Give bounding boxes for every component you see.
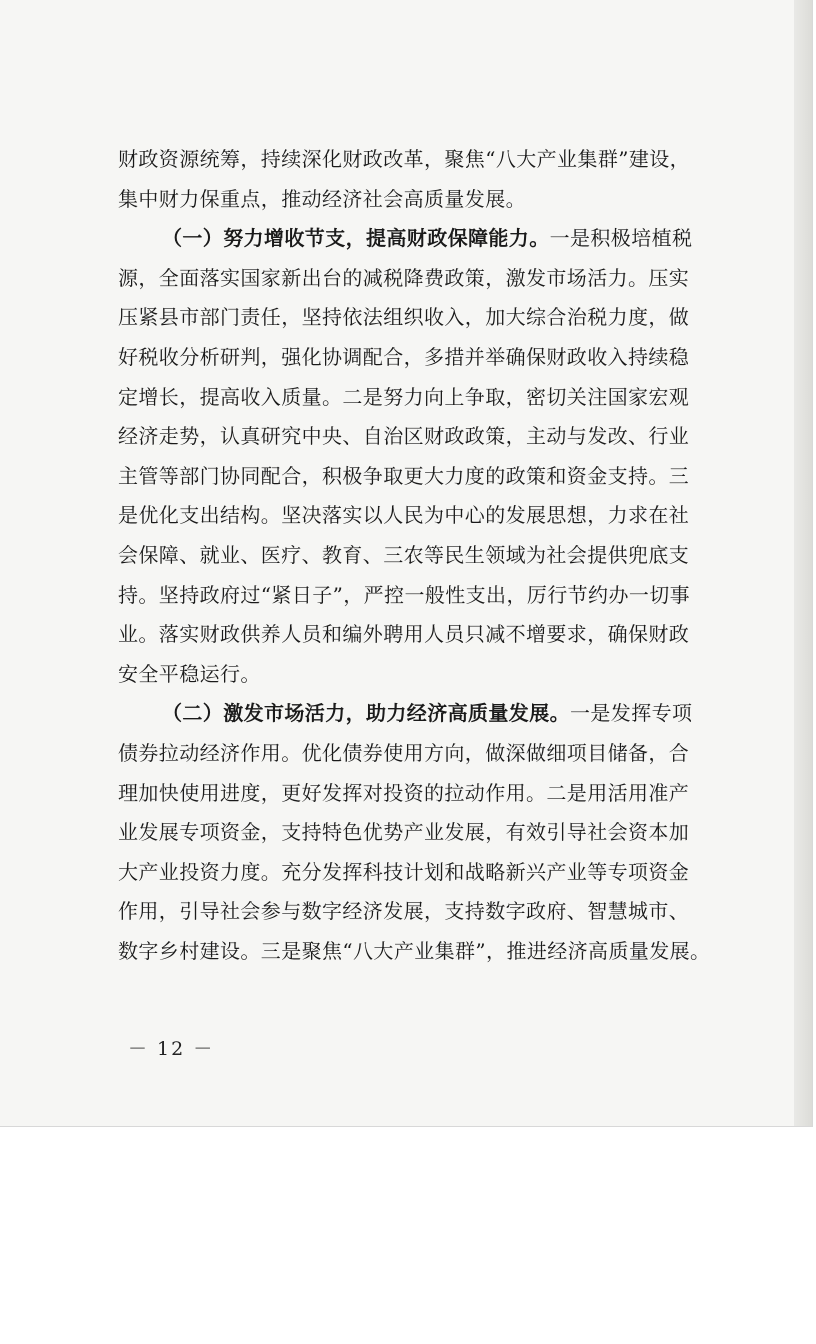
body-text: [118, 140, 711, 971]
section-one-heading: （一）努力增收节支，提高财政保障能力。: [162, 226, 550, 251]
text-line: 一是积极培植税: [549, 226, 693, 251]
text-line: 源，全面落实国家新出台的减税降费政策，激发市场活力。压实: [118, 265, 690, 290]
text-line: 理加快使用进度，更好发挥对投资的拉动作用。二是用活用准产: [118, 780, 690, 805]
text-line: 主管等部门协同配合，积极争取更大力度的政策和资金支持。三: [118, 463, 690, 488]
text-line: 安全平稳运行。: [118, 661, 261, 686]
page-edge-shadow: [794, 0, 812, 1126]
text-line: 压紧县市部门责任，坚持依法组织收入，加大综合治税力度，做: [118, 305, 690, 330]
text-line: 数字乡村建设。三是聚焦“八大产业集群”，推进经济高质量发展。: [118, 938, 711, 963]
text-line: 会保障、就业、医疗、教育、三农等民生领域为社会提供兜底支: [118, 542, 690, 567]
text-line: 大产业投资力度。充分发挥科技计划和战略新兴产业等专项资金: [118, 859, 690, 884]
text-line: 定增长，提高收入质量。二是努力向上争取，密切关注国家宏观: [118, 384, 690, 409]
text-line: 持。坚持政府过“紧日子”，严控一般性支出，厉行节约办一切事: [118, 582, 691, 607]
text-line: 集中财力保重点，推动经济社会高质量发展。: [118, 186, 526, 211]
section-two-heading: （二）激发市场活力，助力经济高质量发展。: [162, 701, 570, 726]
text-line: 作用，引导社会参与数字经济发展，支持数字政府、智慧城市、: [118, 899, 690, 924]
text-line: 好税收分析研判，强化协调配合，多措并举确保财政收入持续稳: [118, 344, 690, 369]
text-line: 经济走势，认真研究中央、自治区财政政策，主动与发改、行业: [118, 424, 690, 449]
text-line: 债券拉动经济作用。优化债券使用方向，做深做细项目储备，合: [118, 740, 690, 765]
text-line: 财政资源统筹，持续深化财政改革，聚焦“八大产业集群”建设，: [118, 147, 691, 171]
page-number: － 12 －: [128, 1038, 215, 1060]
text-line: 业发展专项资金，支持特色优势产业发展，有效引导社会资本加: [118, 820, 690, 845]
text-line: 是优化支出结构。坚决落实以人民为中心的发展思想，力求在社: [118, 503, 690, 528]
section-two-first-line: [118, 694, 700, 734]
text-line: 一是发挥专项: [570, 701, 693, 726]
section-one-first-line: [118, 219, 700, 259]
text-line: 业。落实财政供养人员和编外聘用人员只减不增要求，确保财政: [118, 622, 690, 647]
